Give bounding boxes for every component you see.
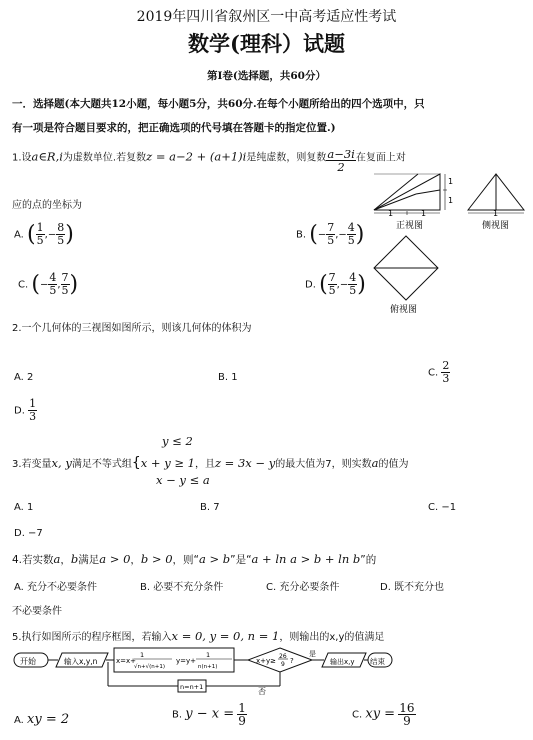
q3-option-d[interactable]: D. −7 (14, 528, 43, 539)
flow-input-text: 输入x,y,n (64, 657, 98, 666)
side-dim: 1 (493, 209, 499, 218)
front-view-label: 正视图 (396, 221, 424, 231)
flow-start-text: 开始 (20, 657, 36, 666)
front-dim-3: 1 (448, 177, 454, 186)
q4-option-d-continued: 不必要条件 (12, 606, 62, 617)
flow-cond-den: 9 (281, 661, 285, 668)
flow-assign-y-den: n(n+1) (198, 664, 218, 670)
question-5-stem: 5.执行如图所示的程序框图，若输入x = 0, y = 0, n = 1，则输出的x,y的值满足 (12, 629, 385, 643)
flow-assign-x-den: √n+√(n+1) (134, 664, 165, 670)
q3-inequality-1: y ≤ 2 (162, 434, 193, 448)
q1-option-d[interactable]: D. ( $\frac{7}{5}$ ,− $\frac{4}{5}$ ) (305, 271, 366, 297)
q2-option-d[interactable]: D. $\frac{1}{3}$ (14, 397, 37, 423)
front-view (374, 174, 447, 215)
q1-option-b[interactable]: B. (− $\frac{7}{5}$ ,− $\frac{4}{5}$ ) (296, 221, 365, 247)
question-3-stem: 3.若变量x, y满足不等式组{x + y ≥ 1，且z = 3x − y的最大值为7，则实数a的值为 (12, 455, 409, 471)
flow-assign-y-num: 1 (206, 651, 211, 659)
flow-end-text: 结束 (370, 657, 385, 666)
q2-option-b[interactable]: B. 1 (218, 372, 238, 383)
section-instructions-line2: 有一项是符合题目要求的，把正确选项的代号填在答题卡的指定位置.) (12, 122, 336, 134)
flow-assign-y: y=y+ (176, 657, 197, 665)
front-dim-2: 1 (421, 209, 427, 218)
q3-option-a[interactable]: A. 1 (14, 502, 34, 513)
three-view-figure (368, 166, 533, 316)
exam-title: 2019年四川省叙州区一中高考适应性考试 (136, 9, 397, 25)
q5-option-a[interactable]: A. xy = 2 (14, 712, 70, 727)
section-instructions-line1: 一．选择题(本大题共12小题，每小题5分，共60分.在每个小题所给出的四个选项中，只 (12, 98, 425, 110)
question-4-stem: 4.若实数a，b满足a > 0，b > 0，则“a > b”是“a + ln a > b + ln b”的 (12, 552, 377, 566)
front-dim-4: 1 (448, 196, 454, 205)
flow-output-text: 输出x,y (330, 658, 355, 666)
q1-fraction: $\frac{a-3i}{2}$ (327, 147, 355, 174)
side-view (468, 174, 524, 213)
q2-option-a[interactable]: A. 2 (14, 372, 34, 383)
q3-inequality-3: x − y ≤ a (156, 473, 210, 487)
q2-option-c[interactable]: C. $\frac{2}{3}$ (428, 359, 450, 385)
q4-option-b[interactable]: B. 必要不充分条件 (140, 582, 224, 593)
q3-option-c[interactable]: C. −1 (428, 502, 457, 513)
question-1-stem-line2: 应的点的坐标为 (12, 200, 82, 211)
top-view-label: 俯视图 (390, 305, 418, 315)
flow-cond-q: ? (290, 657, 294, 665)
flow-cond-text: x+y≥ (256, 657, 277, 665)
program-flowchart (12, 646, 392, 698)
question-2-stem: 2.一个几何体的三视图如图所示，则该几何体的体积为 (12, 323, 252, 334)
subject-title: 数学(理科）试题 (188, 31, 345, 56)
top-view (374, 236, 438, 300)
front-dim-1: 1 (388, 209, 394, 218)
q4-option-d[interactable]: D. 既不充分也 (380, 582, 445, 593)
flow-assign-x-num: 1 (140, 651, 145, 659)
q4-option-c[interactable]: C. 充分必要条件 (266, 582, 340, 593)
q5-option-b[interactable]: B. y − x = $\frac{1}{9}$ (172, 701, 246, 728)
part-title: 第I卷(选择题，共60分） (207, 70, 326, 82)
q1-option-c[interactable]: C. (− $\frac{4}{5}$ , $\frac{7}{5}$ ) (18, 271, 79, 297)
side-view-label: 侧视图 (482, 221, 510, 231)
flow-increment-text: n=n+1 (180, 683, 204, 691)
flow-yes-label: 是 (309, 650, 316, 658)
question-1-stem: 1.设a∈R,i为虚数单位.若复数z = a−2 + (a+1)i是纯虚数，则复数 $\frac{a-3i}{2}$ 在复面上对 (12, 147, 406, 174)
q5-option-c[interactable]: C. xy = $\frac{16}{9}$ (352, 701, 415, 728)
flow-no-label: 否 (258, 687, 266, 696)
q3-option-b[interactable]: B. 7 (200, 502, 220, 513)
q1-option-a[interactable]: A. ( $\frac{1}{5}$ ,− $\frac{8}{5}$ ) (14, 221, 74, 247)
q4-option-a[interactable]: A. 充分不必要条件 (14, 582, 98, 593)
flow-cond-num: 26 (279, 653, 287, 660)
flow-assign-x: x=x+ (116, 657, 137, 665)
